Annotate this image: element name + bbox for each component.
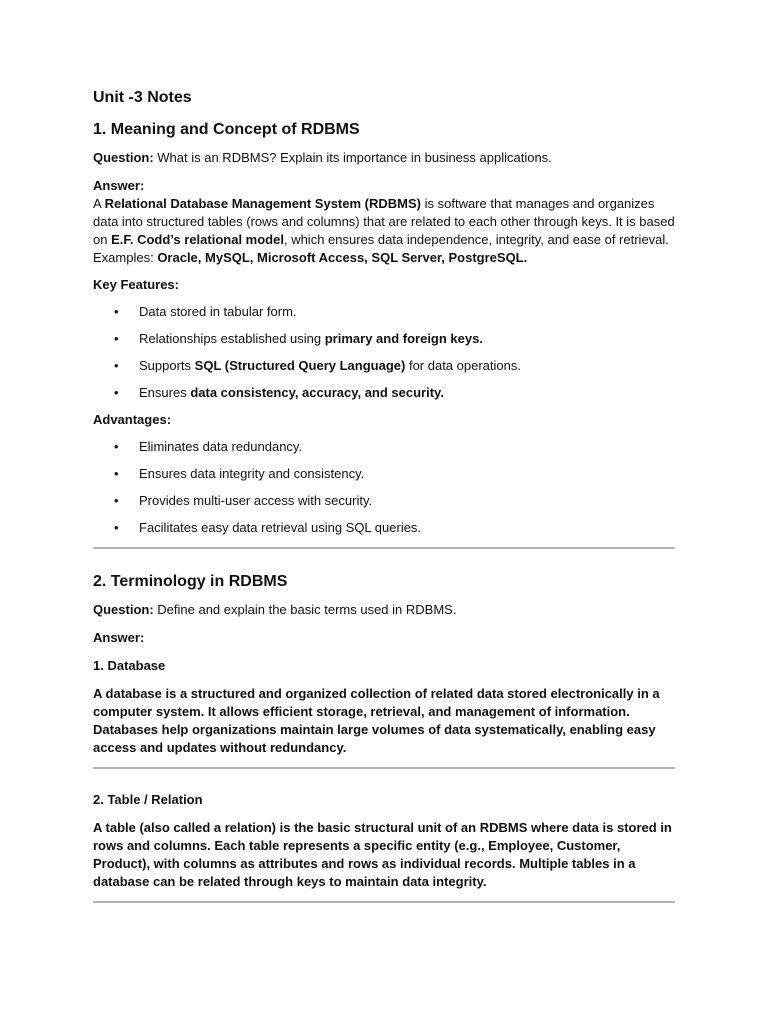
answer-bold-term: E.F. Codd’s relational model (111, 232, 284, 247)
list-item-text: Supports (139, 358, 195, 373)
question-text: What is an RDBMS? Explain its importance in business applications. (153, 150, 552, 165)
list-item (93, 357, 675, 375)
document-title: Unit -3 Notes (93, 89, 192, 106)
list-item-text: for data operations. (405, 358, 521, 373)
list-item-bold: SQL (Structured Query Language) (194, 358, 406, 373)
list-item-text: Facilitates easy data retrieval using SQL queries. (139, 520, 422, 535)
key-features-list (93, 303, 675, 402)
answer-label: Answer: (93, 630, 145, 645)
answer-bold-term: Relational Database Management System (RDBMS) (104, 196, 421, 211)
list-item-text: Ensures data integrity and consistency. (139, 466, 365, 481)
list-item (93, 384, 675, 402)
question-1 (93, 149, 675, 167)
spacer (93, 549, 675, 561)
term-heading-table: 2. Table / Relation (93, 792, 203, 807)
section-heading-rdbms-meaning: 1. Meaning and Concept of RDBMS (93, 121, 360, 138)
list-item-text: Eliminates data redundancy. (139, 439, 303, 454)
term-heading-database: 1. Database (93, 658, 166, 673)
list-item-text: Relationships established using (139, 331, 325, 346)
question-label: Question: (93, 150, 154, 165)
answer-label: Answer: (93, 178, 145, 193)
term-body-table: A table (also called a relation) is the basic structural unit of an RDBMS where data is stored in rows and columns. Each table represents a specific entity (e.g., Employee, Customer, Product), with columns as attributes and rows as individual records. Multiple tables in a database can be related through keys to maintain data integrity. (93, 820, 672, 889)
bullet-icon: • (114, 466, 119, 481)
question-label: Question: (93, 602, 154, 617)
list-item-text: Data stored in tabular form. (139, 304, 297, 319)
bullet-icon: • (114, 304, 119, 319)
answer-text: is software that manages and organizes data into structured tables (rows and columns) that are related to each other through keys. It is based on (93, 196, 675, 247)
list-item (93, 519, 675, 537)
document-content (93, 87, 675, 903)
bullet-icon: • (114, 358, 119, 373)
list-item-text: Ensures (139, 385, 191, 400)
bullet-icon: • (114, 439, 119, 454)
bullet-icon: • (114, 493, 119, 508)
bullet-icon: • (114, 331, 119, 346)
list-item (93, 438, 675, 456)
list-item (93, 465, 675, 483)
list-item (93, 492, 675, 510)
advantages-label: Advantages: (93, 412, 172, 427)
key-features-label: Key Features: (93, 277, 179, 292)
answer-paragraph (93, 195, 675, 267)
answer-bold-examples: Oracle, MySQL, Microsoft Access, SQL Server, PostgreSQL. (157, 250, 528, 265)
list-item-bold: primary and foreign keys. (324, 331, 483, 346)
list-item (93, 303, 675, 321)
term-body-database: A database is a structured and organized collection of related data stored electronically in a computer system. It allows efficient storage, retrieval, and management of information. Databases help organizations maintain large volumes of data systematically, enabling easy access and updates without redundancy. (93, 686, 660, 755)
section-heading-terminology: 2. Terminology in RDBMS (93, 573, 288, 590)
answer-text: , which ensures data independence, integrity, and ease of retrieval. Examples: (93, 232, 669, 265)
list-item-text: Provides multi-user access with security. (139, 493, 373, 508)
question-text: Define and explain the basic terms used in RDBMS. (153, 602, 457, 617)
advantages-list (93, 438, 675, 537)
list-item (93, 330, 675, 348)
bullet-icon: • (114, 385, 119, 400)
term-divider (93, 901, 675, 903)
list-item-bold: data consistency, accuracy, and security. (190, 385, 444, 400)
answer-text: A (93, 196, 105, 211)
question-2 (93, 601, 675, 619)
bullet-icon: • (114, 520, 119, 535)
spacer (93, 769, 675, 781)
